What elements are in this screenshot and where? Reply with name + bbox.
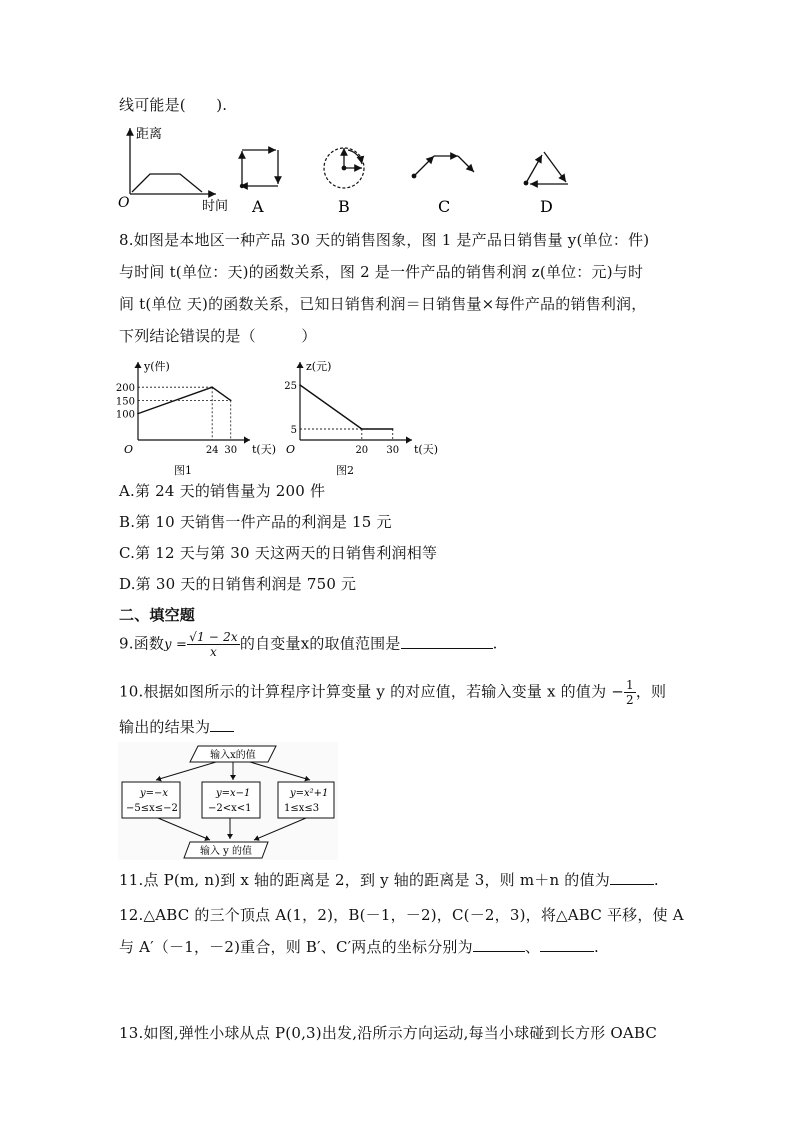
q10-fraction	[624, 678, 636, 707]
option-c-label: C	[438, 197, 451, 216]
fig1-y-label: y(件)	[144, 360, 170, 373]
q10-suffix: ，则	[635, 682, 667, 701]
fig2-y-tick-1: 25	[284, 381, 297, 392]
flow-output-label: 输入 y 的值	[199, 846, 253, 857]
q9-prefix: 9.函数	[119, 634, 165, 653]
q9-answer-blank[interactable]	[401, 634, 493, 649]
fig2-y-label: z(元)	[306, 360, 332, 373]
flow-input-label: 输入x的值	[210, 750, 256, 761]
q9-numerator: √1 − 2x	[189, 630, 238, 644]
q10-answer-blank[interactable]	[210, 717, 234, 732]
q7-figure	[116, 124, 576, 216]
option-d-figure	[524, 152, 568, 185]
flow-box-2-formula: y=x−1	[216, 788, 251, 799]
fig2-x-label: t(天)	[414, 443, 439, 456]
q8-option-c: C.第 12 天与第 30 天这两天的日销售利润相等	[119, 544, 438, 562]
q12-end: .	[594, 938, 599, 956]
option-b-label: B	[338, 197, 350, 216]
q13-line: 13.如图,弹性小球从点 P(0,3)出发,沿所示方向运动,每当小球碰到长方形 OABC	[119, 1024, 658, 1042]
flow-box-1-formula: y=−x	[140, 788, 169, 799]
fig1-title: 图1	[174, 464, 192, 477]
q11-line	[119, 869, 659, 890]
fig2-title: 图2	[336, 464, 354, 477]
q7-y-label: 距离	[136, 127, 163, 142]
fig2-line-series	[300, 385, 393, 429]
fig1-origin: O	[124, 443, 134, 456]
q9-end: .	[492, 634, 498, 653]
q8-line-3: 间 t(单位 天)的函数关系，已知日销售利润＝日销售量×每件产品的销售利润，	[119, 295, 647, 313]
q8-line-4: 下列结论错误的是（ ）	[119, 327, 317, 345]
flow-box-3-range: 1≤x≤3	[284, 803, 320, 814]
q8-option-d: D.第 30 天的日销售利润是 750 元	[119, 575, 357, 593]
fig2-point-1	[361, 428, 363, 430]
q10-line-2	[119, 716, 234, 737]
q11-end: .	[653, 871, 659, 889]
q12-sep: 、	[524, 938, 541, 956]
q10-frac-den: 2	[626, 693, 634, 707]
q8-option-b: B.第 10 天销售一件产品的利润是 15 元	[119, 513, 392, 531]
fig1-point-2	[230, 400, 232, 402]
fig2-x-tick-0: 20	[355, 445, 369, 456]
q12-line-1: 12.△ABC 的三个顶点 A(1，2)，B(－1，－2)，C(－2，3)，将△ABC 平移，使 A	[119, 906, 684, 924]
fig1-x-tick-0: 24	[205, 445, 219, 456]
q10-prefix: 10.根据如图所示的计算程序计算变量 y 的对应值，若输入变量 x 的值为 −	[119, 682, 625, 701]
section-heading: 二、填空题	[119, 606, 196, 624]
fig1-x-tick-1: 30	[224, 445, 238, 456]
option-a-figure	[240, 150, 278, 188]
q9-suffix: 的自变量x的取值范围是	[239, 634, 401, 653]
q7-tail-text: 线可能是( ).	[119, 96, 228, 114]
q11-text: 11.点 P(m, n)到 x 轴的距离是 2，到 y 轴的距离是 3，则 m＋n 的值为	[119, 871, 610, 889]
q12-answer-blank-2[interactable]	[540, 937, 594, 952]
option-c-figure	[412, 156, 474, 178]
fig1-x-label: t(天)	[252, 443, 277, 456]
flow-box-2-range: −2<x<1	[208, 803, 252, 814]
q12-line-2-text: 与 A′（－1，－2)重合，则 B′、C′两点的坐标分别为	[119, 938, 473, 956]
q11-answer-blank[interactable]	[610, 870, 654, 885]
q8-line-1: 8.如图是本地区一种产品 30 天的销售图象，图 1 是产品日销售量 y(单位：件)	[119, 231, 650, 249]
fig1-point-0	[137, 413, 139, 415]
q9-denominator: x	[210, 645, 217, 659]
option-d-label: D	[540, 197, 553, 216]
q9-fraction	[187, 630, 240, 659]
fig1-point-1	[211, 386, 213, 388]
option-b-figure	[324, 148, 364, 188]
q7-origin: O	[118, 195, 130, 211]
flowchart	[118, 742, 338, 860]
fig2-point-0	[299, 384, 301, 386]
fig1-y-tick-0: 100	[115, 409, 135, 421]
option-a-label: A	[252, 197, 264, 216]
q12-line-2	[119, 936, 599, 957]
q8-line-2: 与时间 t(单位：天)的函数关系，图 2 是一件产品的销售利润 z(单位：元)与时	[119, 263, 644, 281]
flow-box-1-range: −5≤x≤−2	[126, 803, 178, 814]
q9-y-eq: y =	[164, 637, 188, 653]
q12-answer-blank-1[interactable]	[473, 937, 525, 952]
fig2-x-tick-1: 30	[386, 445, 400, 456]
fig1-y-tick-1: 150	[115, 396, 135, 408]
chart-fig2	[278, 343, 439, 477]
q7-graph	[132, 174, 202, 192]
fig2-origin: O	[286, 443, 296, 456]
fig2-point-2	[392, 428, 394, 430]
fig2-y-tick-0: 5	[290, 425, 297, 436]
q10-line-2-text: 输出的结果为	[119, 718, 211, 736]
q7-x-label: 时间	[202, 199, 229, 214]
q8-option-a: A.第 24 天的销售量为 200 件	[119, 482, 326, 500]
q10-line-1	[119, 678, 666, 707]
fig1-y-tick-2: 200	[115, 383, 135, 395]
q10-frac-num: 1	[626, 678, 634, 692]
q9-line	[119, 630, 498, 659]
chart-fig1	[114, 350, 277, 477]
flow-box-3-formula: y=x²+1	[290, 788, 329, 799]
